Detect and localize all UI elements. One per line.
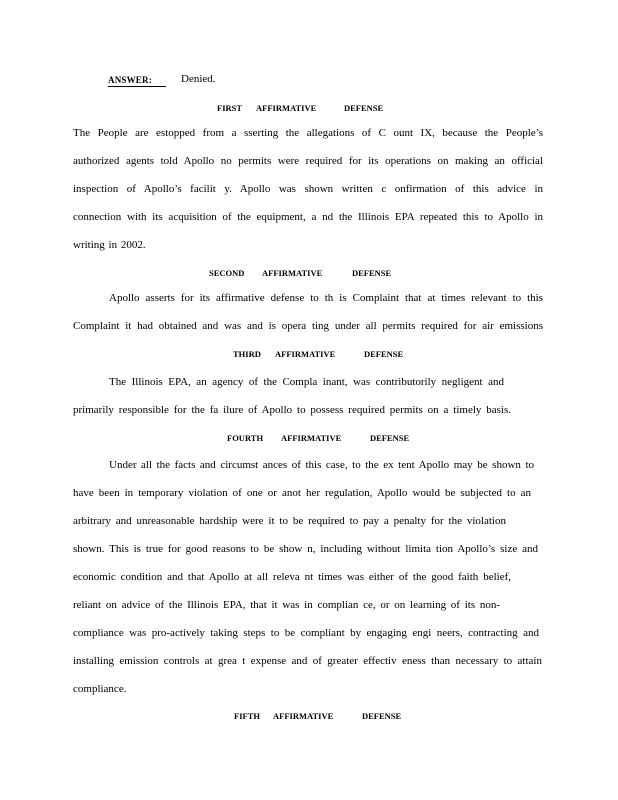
paragraph-line: Under all the facts and circumst ances of this case, to the ex tent Apollo may be shown to: [109, 459, 534, 471]
heading-defense: DEFENSE: [370, 433, 410, 443]
paragraph-line: authorized agents told Apollo no permits were required for its operations on making an official: [73, 155, 543, 167]
heading-defense: DEFENSE: [344, 103, 384, 113]
paragraph-line: Complaint it had obtained and was and is opera ting under all permits required for air emissions: [73, 320, 543, 332]
heading-defense: DEFENSE: [362, 711, 402, 721]
heading-defense: DEFENSE: [352, 268, 392, 278]
heading-defense: DEFENSE: [364, 349, 404, 359]
paragraph-line: reliant on advice of the Illinois EPA, that it was in complian ce, or on learning of its non-: [73, 599, 500, 611]
heading-affirmative: AFFIRMATIVE: [275, 349, 336, 359]
paragraph-line: inspection of Apollo’s facilit y. Apollo was shown written c onfirmation of this advice in: [73, 183, 543, 195]
heading-ordinal: FIRST: [217, 103, 243, 113]
paragraph-line: installing emission controls at grea t expense and of greater effectiv eness than necessary to attain: [73, 655, 542, 667]
paragraph-line: have been in temporary violation of one or anot her regulation, Apollo would be subjected to an: [73, 487, 531, 499]
paragraph-line: The People are estopped from a sserting the allegations of C ount IX, because the People’s: [73, 127, 543, 139]
paragraph-line: connection with its acquisition of the equipment, a nd the Illinois EPA repeated this to Apollo in: [73, 211, 543, 223]
paragraph-line: arbitrary and unreasonable hardship were it to be required to pay a penalty for the violation: [73, 515, 506, 527]
paragraph-line: writing in 2002.: [73, 239, 146, 251]
paragraph-line: economic condition and that Apollo at all releva nt times was either of the good faith belief,: [73, 571, 511, 583]
paragraph-line: shown. This is true for good reasons to be show n, including without limita tion Apollo’s size and: [73, 543, 538, 555]
heading-affirmative: AFFIRMATIVE: [281, 433, 342, 443]
heading-affirmative: AFFIRMATIVE: [262, 268, 323, 278]
heading-affirmative: AFFIRMATIVE: [256, 103, 317, 113]
paragraph-line: Apollo asserts for its affirmative defense to th is Complaint that at times relevant to this: [109, 292, 543, 304]
heading-affirmative: AFFIRMATIVE: [273, 711, 334, 721]
paragraph-line: compliance was pro-actively taking steps to be compliant by engaging engi neers, contracting and: [73, 627, 539, 639]
heading-ordinal: THIRD: [233, 349, 261, 359]
answer-label: ANSWER:: [108, 74, 166, 87]
paragraph-line: primarily responsible for the fa ilure of Apollo to possess required permits on a timely basis.: [73, 404, 511, 416]
paragraph-line: compliance.: [73, 683, 127, 695]
heading-ordinal: FOURTH: [227, 433, 264, 443]
heading-ordinal: SECOND: [209, 268, 245, 278]
answer-text: Denied.: [181, 73, 216, 85]
paragraph-line: The Illinois EPA, an agency of the Compla inant, was contributorily negligent and: [109, 376, 504, 388]
heading-ordinal: FIFTH: [234, 711, 260, 721]
